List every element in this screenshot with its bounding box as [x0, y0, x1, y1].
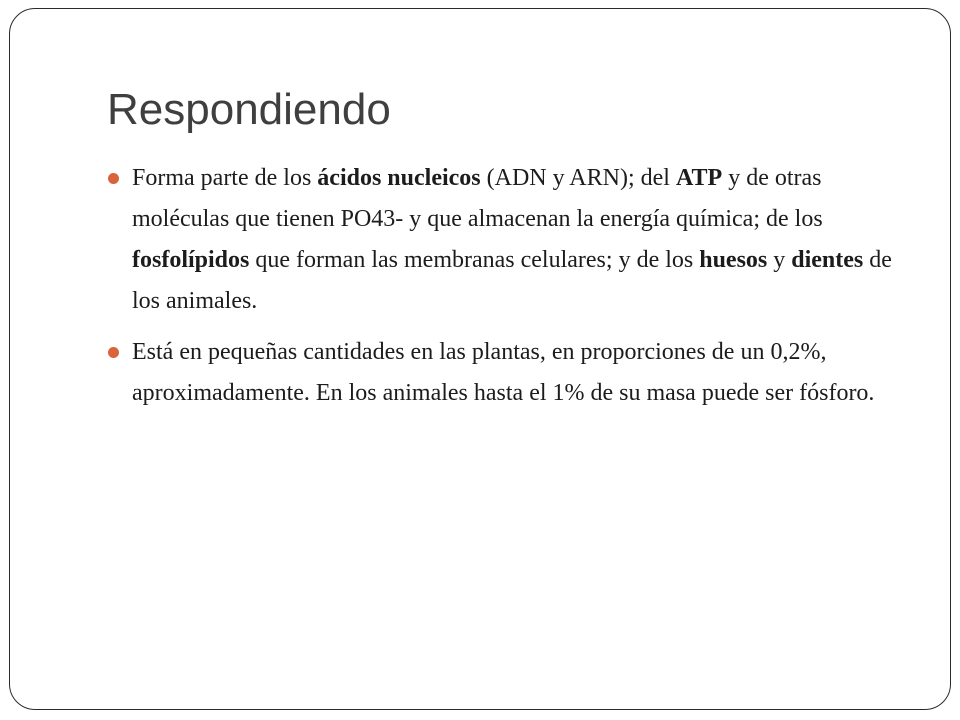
text-segment: Forma parte de los [132, 165, 318, 191]
bullet-item-1 [107, 158, 897, 322]
text-segment: y de otras moléculas que tienen PO43- y que almacenan la energía química; de los [132, 165, 823, 232]
bullet-text [132, 339, 874, 406]
text-segment: que forman las membranas celulares; y de los [249, 247, 700, 273]
bold-term-fosfolipidos: fosfolípidos [132, 247, 250, 273]
text-segment: y [767, 247, 792, 273]
text-segment: Está en pequeñas cantidades en las plantas, en proporciones de un 0,2%, aproximadamente. En los animales hasta el 1% de su masa puede ser fósforo. [132, 339, 875, 406]
bullet-item-2 [107, 332, 897, 414]
slide-title: Respondiendo [107, 85, 391, 134]
bullet-dot-icon [108, 173, 119, 184]
bold-term-dientes: dientes [791, 247, 864, 273]
bold-term-acidos-nucleicos: ácidos nucleicos [317, 165, 481, 191]
bullet-text [132, 165, 892, 314]
bold-term-atp: ATP [675, 165, 723, 191]
bold-term-huesos: huesos [699, 247, 768, 273]
text-segment: (ADN y ARN); del [480, 165, 676, 191]
bullet-dot-icon [108, 347, 119, 358]
text-segment: de los animales. [132, 247, 892, 314]
bullet-list [107, 158, 897, 424]
